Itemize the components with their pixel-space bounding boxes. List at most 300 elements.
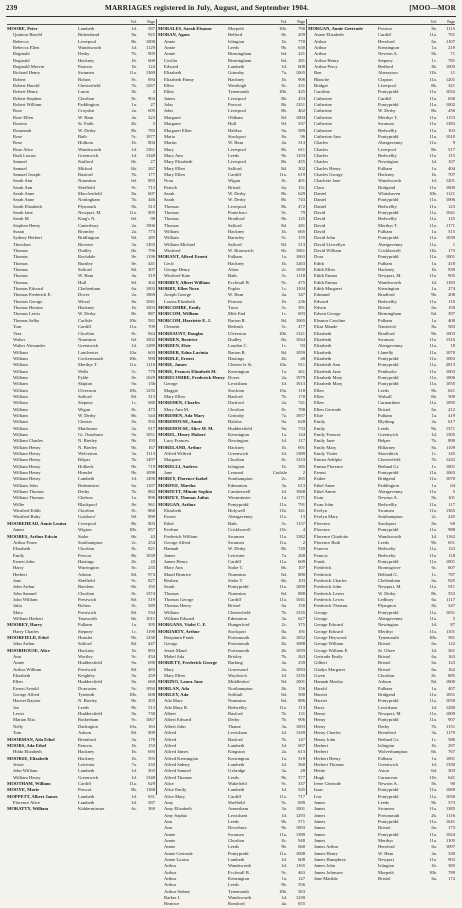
- entry-district: Pancras: [228, 298, 243, 304]
- entry-district: Merthyr: [378, 838, 394, 843]
- entry-name: MOORMAN, Ada Ethel: [7, 736, 55, 742]
- entry-page: 630: [298, 45, 305, 51]
- entry-volume: 3b.: [281, 685, 287, 691]
- entry-name: Patrick: [164, 184, 178, 190]
- entry-name: Frances: [314, 546, 329, 552]
- entry-district: Salford: [228, 222, 242, 228]
- entry-name: William: [13, 362, 28, 368]
- entry-page: 1003: [145, 286, 155, 292]
- entry-district: Cockermouth: [78, 355, 104, 361]
- entry-page: 1003: [295, 825, 305, 831]
- entry-district: Southampton: [78, 539, 103, 545]
- entry-name: Annie: [13, 660, 25, 666]
- entry-name: MORGAN, Arthur: [158, 501, 196, 507]
- entry-district: Sheffield: [228, 799, 245, 805]
- entry-page: 701: [448, 32, 455, 38]
- entry-district: Merthyr T.: [378, 114, 398, 120]
- entry-district: Bolton: [78, 603, 91, 609]
- entry-name: Evelina: [164, 527, 179, 533]
- entry-name: Tom: [13, 730, 22, 736]
- entry-name: William: [13, 387, 28, 393]
- entry-page: 261: [298, 368, 305, 374]
- entry-name: George William E.: [314, 647, 349, 653]
- entry-volume: 1b.: [281, 444, 287, 450]
- entry-page: 907: [448, 717, 455, 723]
- entry-volume: 5c.: [281, 273, 287, 279]
- entry-district: Swansea: [378, 508, 395, 514]
- entry-name: Thomas: [13, 260, 28, 266]
- entry-name: MORDER, Edna Lavinia: [158, 349, 208, 355]
- entry-name: Clara: [314, 184, 324, 190]
- entry-district: Ulverston: [228, 330, 247, 336]
- entry-page: 407: [448, 685, 455, 691]
- entry-page: 151: [298, 184, 305, 190]
- entry-district: Leeds: [378, 387, 389, 393]
- entry-volume: 11a.: [429, 362, 437, 368]
- entry-district: Birmingham: [228, 51, 252, 57]
- entry-district: Lewisham: [228, 381, 248, 387]
- entry-name: John Samuel: [13, 590, 37, 596]
- entry-volume: 8e.: [131, 260, 137, 266]
- entry-volume: 1a.: [131, 102, 137, 108]
- entry-volume: 11a.: [279, 584, 287, 590]
- entry-page: 209: [298, 32, 305, 38]
- entry-district: Merthyr T.: [78, 362, 98, 368]
- entry-district: Hunslet: [78, 635, 93, 640]
- entry-name: Rose: [13, 133, 23, 139]
- entry-name: Catherine: [314, 114, 332, 120]
- entry-page: 519: [148, 596, 155, 602]
- entry-district: Nuneaton: [228, 590, 246, 596]
- entry-name: Frederick John: [314, 584, 342, 590]
- entry-page: 767: [448, 749, 455, 755]
- entry-district: Birmingham: [228, 57, 252, 63]
- entry-volume: 1d.: [131, 26, 137, 31]
- entry-page: 1067: [145, 717, 155, 723]
- entry-page: 1383: [445, 121, 455, 127]
- entry-district: Stockport: [228, 133, 246, 139]
- entry-name: Henry: [314, 711, 326, 717]
- entry-page: 447: [148, 641, 155, 647]
- entry-name: MORE, Frances Elizabeth M.: [158, 368, 217, 374]
- entry-page: 1230: [145, 635, 155, 640]
- entry-page: 385: [298, 463, 305, 469]
- entry-district: Pontypridd: [378, 133, 399, 139]
- entry-page: 177: [148, 171, 155, 177]
- entry-district: Bristol: [378, 641, 391, 647]
- entry-district: Pancras: [78, 742, 93, 748]
- entry-page: 1171: [295, 495, 305, 501]
- entry-name: Edward: [164, 64, 179, 70]
- entry-volume: 8b.: [131, 38, 137, 44]
- entry-name: William: [13, 400, 28, 406]
- entry-district: Chesterfield: [78, 83, 101, 89]
- entry-page: 961: [148, 501, 155, 507]
- entry-volume: 1c.: [431, 736, 437, 742]
- entry-name: John William: [13, 596, 38, 602]
- entry-name: Henry Charles: [314, 730, 341, 736]
- entry-name: Elizabeth: [13, 673, 31, 679]
- entry-district: Halifax: [228, 419, 242, 425]
- entry-district: Kensington: [378, 45, 400, 51]
- entry-volume: 6a.: [431, 641, 437, 647]
- entry-district: N. Bierley: [78, 438, 98, 444]
- entry-district: Chorlton: [378, 673, 395, 679]
- entry-name: Arthur: [164, 876, 177, 882]
- entry-district: Bristol: [228, 184, 241, 190]
- entry-page: 285: [148, 235, 155, 241]
- entry-name: Eliza Maude: [314, 324, 338, 330]
- entry-district: Basford: [228, 736, 243, 742]
- entry-volume: 4b.: [131, 121, 137, 127]
- entry-page: 113: [298, 704, 305, 710]
- entry-volume: 7b.: [131, 51, 137, 57]
- entry-volume: 11a.: [429, 546, 437, 552]
- entry-name: Arthur: [314, 51, 327, 57]
- entry-name: Elizabeth: [314, 349, 332, 355]
- entry-district: Clapton: [378, 76, 393, 82]
- entry-page: 890: [448, 438, 455, 444]
- entry-district: Paddington: [378, 482, 399, 488]
- entry-volume: 6d.: [131, 178, 137, 184]
- entry-district: Blything: [378, 419, 395, 425]
- entry-district: Truro: [228, 305, 239, 311]
- entry-district: Chorlton: [228, 406, 245, 412]
- entry-page: 605: [148, 108, 155, 114]
- entry-page: 1093: [295, 666, 305, 672]
- entry-page: 990: [148, 355, 155, 361]
- entry-volume: 7b.: [431, 723, 437, 729]
- entry-page: 803: [148, 520, 155, 526]
- entry-page: 890: [148, 514, 155, 520]
- entry-volume: 1b.: [431, 267, 437, 273]
- entry-name: Charles: [314, 152, 329, 158]
- entry-volume: 8b.: [281, 95, 287, 101]
- entry-volume: 8b.: [131, 520, 137, 526]
- entry-district: Chorlton: [78, 590, 95, 596]
- entry-name: Thomas: [164, 203, 179, 209]
- entry-name: Henry: [314, 717, 326, 723]
- entry-volume: 10b.: [278, 89, 287, 95]
- entry-name: Alfred: [164, 730, 176, 736]
- entry-volume: 11a.: [429, 121, 437, 127]
- entry-name: MORBEY, Albert William: [158, 279, 210, 285]
- entry-district: Hastings: [78, 558, 95, 564]
- entry-name: Arthur: [164, 882, 177, 888]
- entry-name: David: [314, 209, 326, 215]
- entry-page: 1035: [445, 381, 455, 387]
- entry-volume: 6b.: [281, 565, 287, 571]
- entry-volume: 6a.: [131, 482, 137, 488]
- entry-volume: 11a.: [279, 501, 287, 507]
- entry-name: Catherine: [314, 121, 332, 127]
- entry-page: 131: [298, 711, 305, 717]
- entry-volume: 8b.: [281, 102, 287, 108]
- entry-name: James Arthur: [314, 844, 339, 850]
- entry-district: Leeds: [378, 425, 389, 431]
- entry-district: Oldham: [228, 114, 243, 120]
- entry-page: 587: [148, 26, 155, 31]
- entry-district: Mitford: [78, 165, 93, 171]
- entry-name: Thomas: [13, 279, 28, 285]
- entry-district: Swansea: [378, 121, 395, 127]
- entry-volume: 11a.: [429, 717, 437, 723]
- entry-name: Charles: [314, 146, 329, 152]
- entry-page: 770: [298, 38, 305, 44]
- entry-page: 1051: [445, 692, 455, 698]
- entry-page: 318: [298, 755, 305, 761]
- entry-page: 303: [448, 768, 455, 774]
- entry-volume: 1d.: [431, 704, 437, 710]
- entry-volume: 11a.: [429, 133, 437, 139]
- entry-name: Thomas: [13, 267, 28, 273]
- entry-page: 1069: [445, 787, 455, 793]
- entry-name: James: [314, 838, 326, 843]
- entry-name: Alfred Sidney: [164, 761, 190, 767]
- entry-name: William Michael: [164, 241, 196, 247]
- entry-district: Carlisle: [78, 317, 93, 323]
- entry-name: Mary: [13, 609, 23, 615]
- entry-district: Bradford: [378, 292, 395, 298]
- entry-page: 1201: [445, 76, 455, 82]
- entry-district: Leeds: [228, 152, 239, 158]
- entry-district: Derby: [78, 489, 90, 495]
- column-header: [308, 19, 455, 25]
- entry-district: St. Olave: [378, 647, 396, 653]
- entry-volume: 11a.: [279, 171, 287, 177]
- entry-volume: 1d.: [131, 799, 137, 805]
- entry-name: James: [314, 818, 326, 824]
- entry-page: 455: [298, 159, 305, 165]
- entry-district: Hillarney: [378, 444, 396, 450]
- entry-volume: 7b.: [431, 438, 437, 444]
- entry-district: Dartford: [228, 400, 244, 406]
- entry-page: 191: [298, 628, 305, 634]
- entry-volume: 1a.: [281, 254, 287, 260]
- entry-district: Barking: [228, 660, 243, 666]
- column-header-vol: Vol.: [430, 19, 437, 24]
- entry-page: 581: [448, 635, 455, 640]
- entry-volume: 9a.: [131, 381, 137, 387]
- entry-volume: 8e.: [131, 501, 137, 507]
- entry-district: Pontypridd: [378, 717, 399, 723]
- entry-name: Gwen: [314, 673, 325, 679]
- entry-page: 587: [148, 799, 155, 805]
- entry-volume: 1c.: [281, 286, 287, 292]
- entry-name: Martin: [164, 140, 177, 146]
- entry-page: 150: [448, 305, 455, 311]
- entry-district: Chorlton: [78, 508, 95, 514]
- entry-volume: 5b.: [431, 51, 437, 57]
- entry-name: Annie: [164, 38, 176, 44]
- entry-district: Croydon: [78, 108, 95, 114]
- entry-page: 301: [448, 647, 455, 653]
- entry-name: MOREHEN, Ada Mary: [158, 412, 205, 418]
- entry-page: 509: [448, 393, 455, 399]
- entry-volume: 9d.: [131, 235, 137, 241]
- entry-name: William Edward: [164, 615, 195, 621]
- entry-name: Barker J.: [164, 895, 181, 901]
- surname-range: [MOO—MOR: [409, 4, 456, 12]
- entry-district: Blackpool: [78, 501, 97, 507]
- entry-volume: 9b.: [431, 292, 437, 298]
- entry-page: 1365: [445, 508, 455, 514]
- entry-page: 691: [298, 444, 305, 450]
- entry-page: 2: [152, 89, 155, 95]
- entry-page: 268: [298, 552, 305, 558]
- entry-volume: 9c.: [131, 184, 137, 190]
- entry-volume: 11a.: [429, 209, 437, 215]
- entry-volume: 3b.: [131, 89, 137, 95]
- entry-volume: 7a.: [131, 761, 137, 767]
- entry-volume: 3a.: [281, 768, 287, 774]
- entry-page: 4: [302, 527, 305, 533]
- entry-volume: 11a.: [129, 324, 137, 330]
- entry-name: Harriet: [314, 692, 328, 698]
- entry-page: 172: [448, 876, 455, 882]
- entry-volume: 8b.: [281, 108, 287, 114]
- entry-page: 1041: [295, 596, 305, 602]
- entry-volume: 11a.: [429, 298, 437, 304]
- entry-district: Cardiff: [228, 793, 242, 799]
- entry-volume: 4a.: [431, 850, 437, 856]
- entry-volume: 8b.: [131, 311, 137, 317]
- entry-volume: 8b.: [131, 552, 137, 558]
- entry-district: Fulham: [378, 229, 393, 234]
- entry-name: Dora: [314, 254, 324, 260]
- entry-name: MORLAN, Ada: [158, 685, 190, 691]
- entry-district: Chesterfield: [378, 457, 401, 463]
- entry-name: Elizabeth: [164, 508, 182, 514]
- entry-name: Ellen: [164, 83, 174, 89]
- entry-page: 123: [448, 546, 455, 552]
- entry-name: Esther: [314, 476, 326, 482]
- entry-page: 483: [148, 666, 155, 672]
- entry-district: Salford: [78, 641, 92, 647]
- entry-district: Hackney: [228, 76, 245, 82]
- entry-page: 788: [298, 406, 305, 412]
- entry-name: John: [164, 108, 173, 114]
- entry-volume: 8d.: [131, 609, 137, 615]
- entry-page: 236: [298, 298, 305, 304]
- entry-district: Belper: [378, 438, 391, 444]
- entry-name: Evelyn: [314, 508, 328, 514]
- entry-name: MOREL, Henry Hubert: [158, 432, 206, 437]
- entry-volume: 11a.: [429, 235, 437, 241]
- entry-volume: 11a.: [429, 692, 437, 698]
- entry-name: Charles: [314, 159, 329, 165]
- entry-page: 827: [148, 577, 155, 583]
- entry-name: Louisa Elizabeth: [164, 298, 195, 304]
- entry-name: Evelyn Mary: [314, 514, 339, 520]
- entry-volume: 1c.: [431, 463, 437, 469]
- entry-page: 789: [448, 869, 455, 875]
- entry-name: MORALES, Sarah Eleanor: [158, 26, 212, 31]
- entry-page: 1001: [445, 755, 455, 761]
- entry-name: David Llewellyn: [314, 241, 345, 247]
- entry-district: Bedwelty: [378, 552, 396, 558]
- entry-district: Kensington: [228, 432, 250, 437]
- index-entry: [308, 876, 455, 882]
- entry-page: 903: [448, 857, 455, 863]
- entry-volume: 5c.: [131, 368, 137, 374]
- entry-district: Derby: [228, 717, 240, 723]
- entry-volume: 9c.: [281, 869, 287, 875]
- entry-name: Thomas: [164, 216, 179, 222]
- entry-district: Leeds: [228, 818, 239, 824]
- entry-district: Fulham: [378, 260, 393, 266]
- entry-district: Bedwellty: [378, 298, 397, 304]
- entry-volume: 9c.: [281, 799, 287, 805]
- entry-volume: 1b.: [281, 463, 287, 469]
- entry-district: Wandsworth: [378, 178, 402, 184]
- entry-name: Quinton Harold: [13, 32, 42, 38]
- entry-district: Tynemouth: [378, 635, 399, 640]
- entry-volume: 9c.: [131, 654, 137, 660]
- entry-volume: 6a.: [431, 596, 437, 602]
- entry-page: 583: [448, 324, 455, 330]
- entry-page: 1000: [445, 679, 455, 685]
- entry-name: Charles: [314, 140, 329, 146]
- entry-name: James: [314, 825, 326, 831]
- entry-volume: 7b.: [131, 197, 137, 203]
- entry-district: Lewisham: [228, 812, 248, 818]
- entry-name: George Alfred: [13, 692, 40, 698]
- entry-district: Pontypridd: [228, 584, 249, 590]
- entry-page: 155: [298, 235, 305, 241]
- entry-volume: 1a.: [431, 45, 437, 51]
- entry-volume: 11a.: [129, 362, 137, 368]
- entry-volume: 9a.: [131, 673, 137, 679]
- entry-district: Bristol: [378, 406, 391, 412]
- entry-page: 1305: [445, 432, 455, 437]
- entry-volume: 7b.: [281, 654, 287, 660]
- column-header: [7, 19, 155, 25]
- entry-name: Sarah Elizabeth: [13, 203, 42, 209]
- entry-volume: 1b.: [281, 38, 287, 44]
- entry-page: 117: [448, 501, 455, 507]
- entry-name: William Henry: [13, 451, 41, 457]
- entry-district: Fylde: [78, 374, 89, 380]
- entry-volume: 9b.: [131, 470, 137, 476]
- entry-volume: 8b.: [431, 590, 437, 596]
- entry-district: Crickhowell: [228, 527, 251, 533]
- entry-volume: 11b.: [429, 248, 437, 254]
- entry-name: Annie: [164, 831, 176, 837]
- entry-name: Alice Mary: [164, 793, 186, 799]
- entry-volume: 2c.: [281, 476, 287, 482]
- entry-volume: 11a.: [429, 127, 437, 133]
- entry-district: Newton A.: [378, 495, 398, 501]
- entry-page: 397: [448, 311, 455, 317]
- entry-page: 888: [298, 590, 305, 596]
- entry-name: Thomas Edward: [13, 286, 44, 292]
- entry-volume: 3a.: [131, 736, 137, 742]
- entry-volume: 11a.: [429, 355, 437, 361]
- entry-page: 1003: [295, 723, 305, 729]
- index-entry: [7, 806, 155, 812]
- entry-page: 905: [448, 273, 455, 279]
- entry-district: Leeds: [378, 799, 389, 805]
- entry-name: George: [314, 615, 328, 621]
- entry-name: Joseph George: [164, 292, 192, 298]
- entry-name: Mary Ann M.: [164, 406, 190, 412]
- entry-volume: 8a.: [131, 298, 137, 304]
- entry-district: Nuneaton: [228, 698, 246, 704]
- entry-district: Greenwich: [78, 343, 99, 349]
- entry-page: 313: [148, 393, 155, 399]
- entry-district: Grimsby: [228, 70, 245, 76]
